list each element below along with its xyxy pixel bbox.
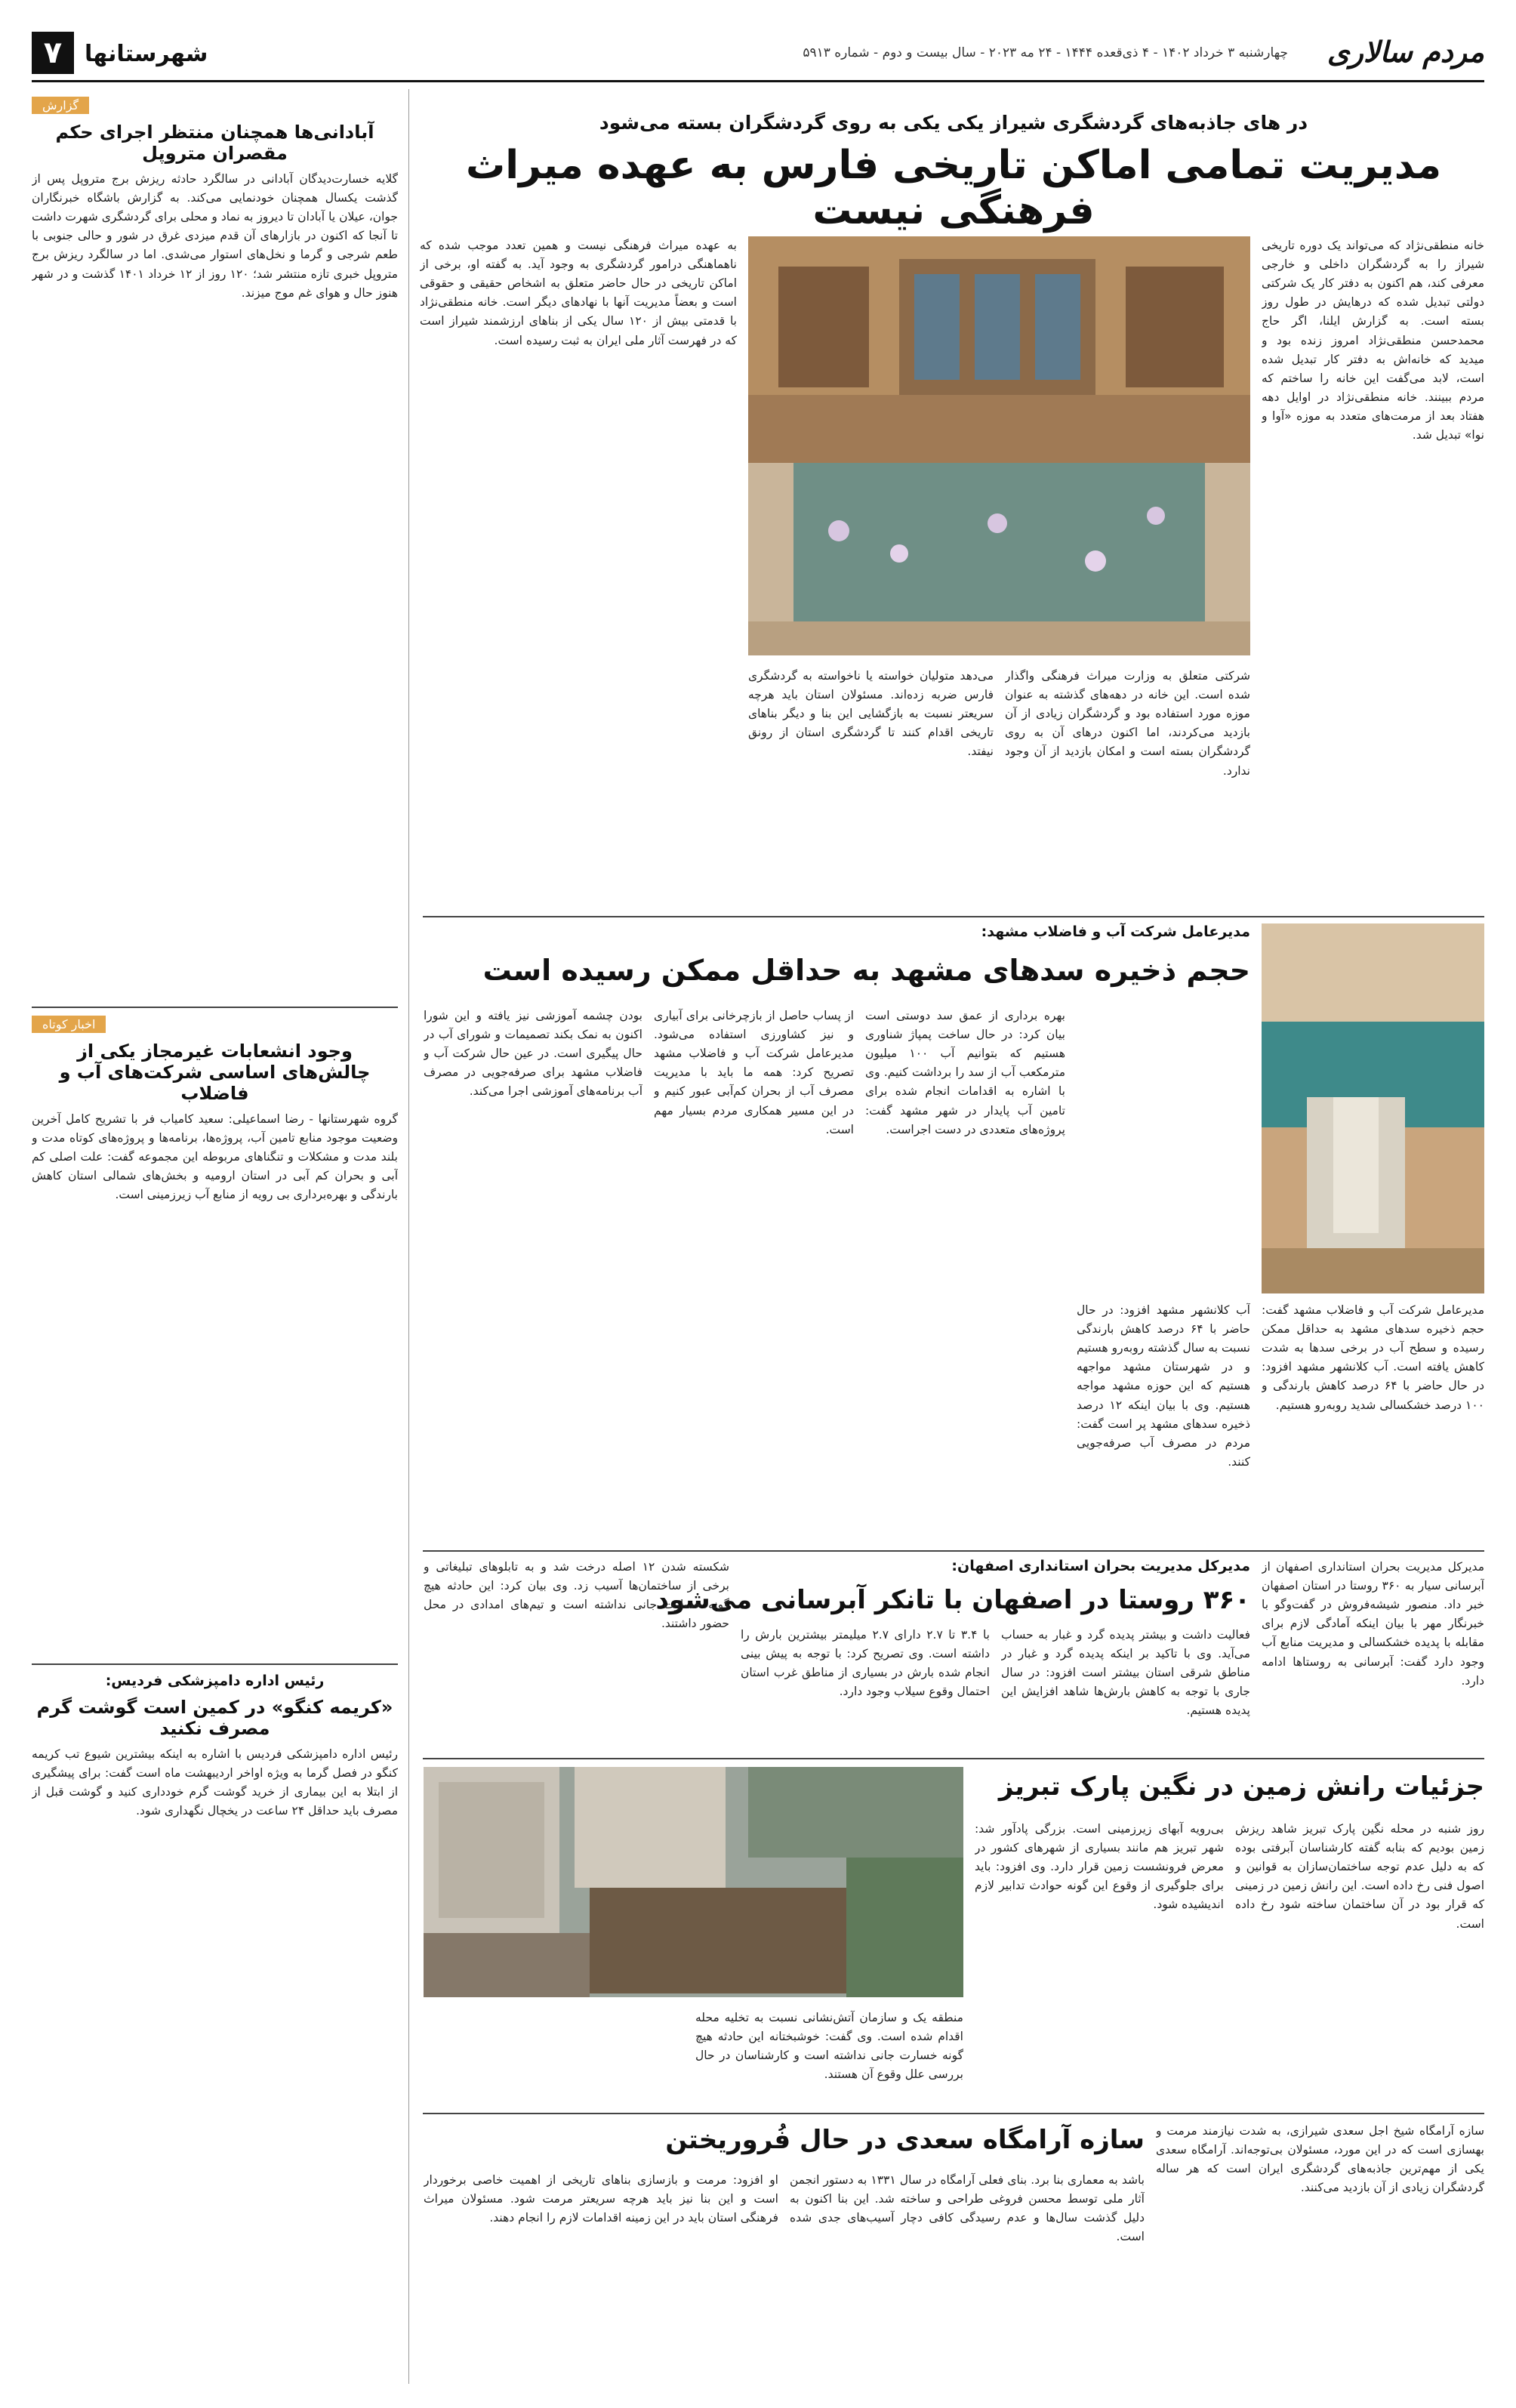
lead-title: مدیریت تمامی اماکن تاریخی فارس به عهده میراث فرهنگی نیست: [465, 143, 1442, 233]
section-divider: [423, 1758, 1484, 1759]
story-body: رئیس اداره دامپزشکی فردیس با اشاره به اینکه بیشترین شیوع تب کریمه کنگو در فصل گرما به ویژه اواخر اردیبهشت ماه است گفت: برای پیشگیری از ابتلا به این بیماری از خرید گوشت گرم خودداری کنید و گوشت قبل از مصرف باید حداقل ۲۴ ساعت در یخچال نگهداری شود.: [32, 1747, 398, 1818]
article-column-1: روز شنبه در محله نگین پارک تبریز شاهد ریزش زمین بودیم که بنابه گفته کارشناسان آبرفتی بوده که به دلیل عدم توجه ساختمان‌سازان به قوانین و اصول فنی رخ داده است. این رانش زمین در زمینی که قرار بود در آن ساختمان ساخته شود رخ داده است.: [1235, 1822, 1484, 1931]
dam-photo: [1262, 923, 1484, 1293]
article-column-3: بهره برداری از عمق سد دوستی است بیان کرد: در حال ساخت پمپاژ شناوری هستیم که بتوانیم آب ۱۰۰ میلیون مترمکعب آب از سد را برداشت کنیم. وی با اشاره به اقدامات انجام شده برای تامین آب پایدار در شهر مشهد گفت: پروژه‌های متعددی در دست اجراست.: [865, 1009, 1065, 1136]
article-column-5: بودن چشمه آموزشی نیز یافته و این شورا اکنون به نمک بکند تصمیمات و شورای آب در حال پیگیری است. در عین حال شرکت آب و فاضلاب مشهد برای صرفه‌جویی در مصرف آب برنامه‌های آموزشی اجرا می‌کند.: [424, 1009, 642, 1099]
article-column-4: شکسته شدن ۱۲ اصله درخت شد و به تابلوهای تبلیغاتی و برخی از ساختمان‌ها آسیب زد. وی بیان کرد: این حادثه هیچ گونه خسارت جانی نداشته است و تیم‌های امدادی در محل حضور داشتند.: [424, 1560, 729, 1631]
article-column-1: مدیرعامل شرکت آب و فاضلاب مشهد گفت: حجم ذخیره سدهای مشهد به حداقل ممکن رسیده و سطح آب در برخی سدها به شدت کاهش یافته است. آب کلانشهر مشهد افزود: در حال حاضر با ۶۴ درصد کاهش بارندگی و ۱۰۰ درصد خشکسالی شدید روبه‌رو هستیم.: [1262, 1303, 1484, 1412]
section-divider: [423, 2113, 1484, 2114]
article-saadi-tomb: [423, 2122, 1484, 2390]
section-divider: [423, 916, 1484, 917]
story-body: گروه شهرستانها - رضا اسماعیلی: سعید کامیاب فر با تشریح کامل آخرین وضعیت موجود منابع تامین آب، پروژه‌ها، برنامه‌ها و پروژه‌های کوتاه مدت و بلند مدت و مشکلات و تنگناهای مربوطه این مجموعه گفت: علت اصلی کم آبی و بحران کم آبی در استان ارومیه و بخش‌های شمالی استان کاهش بارندگی و بهره‌برداری بی رویه از منابع آب زیرزمینی است.: [32, 1112, 398, 1202]
sidebar-story-3: [32, 1663, 398, 2382]
article-tabriz-landslide: [423, 1767, 1484, 2107]
section-name: شهرستانها: [85, 41, 208, 67]
section-divider: [423, 1550, 1484, 1552]
main-content: [420, 89, 1484, 2384]
article-column-1: مدیرکل مدیریت بحران استانداری اصفهان از آبرسانی سیار به ۳۶۰ روستا در استان اصفهان خبر داد. منصور شیشه‌فروش در گفت‌وگو با خبرنگار مهر با بیان اینکه آمادگی لازم برای مقابله با پدیده خشکسالی و مدیریت منابع آب وجود دارد گفت: آبرسانی به روستاها ادامه دارد.: [1262, 1560, 1484, 1688]
article-kicker: مدیرعامل شرکت آب و فاضلاب مشهد:: [981, 923, 1250, 940]
masthead: [32, 32, 1484, 74]
story-title: آبادانی‌ها همچنان منتظر اجرای حکم مقصران متروپل: [55, 122, 374, 164]
dateline: چهارشنبه ۳ خرداد ۱۴۰۲ - ۴ ذی‌قعده ۱۴۴۴ - ۲۴ مه ۲۰۲۳ - سال بیست و دوم - شماره ۵۹۱۳: [803, 45, 1288, 60]
article-mashhad-dams: [423, 923, 1484, 1546]
lead-column-2: به عهده میراث فرهنگی نیست و همین تعدد موجب شده که ناهماهنگی درامور گردشگری به وجود آید. به گفته او، برخی از اماکن تاریخی در حال حاضر متعلق به اشخاص حقیقی و حقوقی است و بعضاً مدیریت آنها با نهادهای دیگر است. خانه منطقی‌نژاد با قدمتی بیش از ۱۲۰ سال یکی از بناهای ارزشمند شیراز است که در فهرست آثار ملی ایران به ثبت رسیده است.: [420, 239, 737, 347]
sidebar: [32, 89, 409, 2384]
article-title: جزئیات رانش زمین در نگین پارک تبریز: [998, 1771, 1484, 1802]
article-isfahan-villages: [423, 1558, 1484, 1754]
category-tag: گزارش: [32, 97, 89, 114]
article-kicker: مدیرکل مدیریت بحران استانداری اصفهان:: [951, 1558, 1250, 1574]
article-column-4: از پساب حاصل از بازچرخانی برای آبیاری و نیز کشاورزی استفاده می‌شود. مدیرعامل شرکت آب و فاضلاب مشهد تصریح کرد: همه ما باید با مدیریت مصرف آب از بحران کم‌آبی عبور کنیم و در این مسیر همکاری مردم بسیار مهم است.: [654, 1009, 854, 1136]
lead-column-4: می‌دهد متولیان خواسته یا ناخواسته به گردشگری فارس ضربه زده‌اند. مسئولان استان باید هرچه سریعتر نسبت به بازگشایی این بنا و دیگر بناهای تاریخی اقدام کنند تا گردشگری استان از رونق نیفتد.: [748, 669, 994, 759]
page-number: ۷: [32, 32, 74, 74]
lead-column-3: شرکتی متعلق به وزارت میراث فرهنگی واگذار شده است. این خانه در دهه‌های گذشته به عنوان موزه مورد استفاده بود و گردشگران زیادی از آن بازدید می‌کردند، اما اکنون درهای آن به روی گردشگران بسته است و امکان بازدید از آن وجود ندارد.: [1005, 669, 1250, 778]
article-column-3: منطقه یک و سازمان آتش‌نشانی نسبت به تخلیه محله اقدام شده است. وی گفت: خوشبختانه این حادثه هیچ گونه خسارت جانی نداشته است و کارشناسان در حال بررسی علل وقوع آن هستند.: [695, 2011, 963, 2082]
article-column-3: او افزود: مرمت و بازسازی بناهای تاریخی از اهمیت خاصی برخوردار است و این بنا نیز باید هرچه سریعتر مرمت شود. مسئولان میراث فرهنگی استان باید در این زمینه اقدامات لازم را انجام دهند.: [424, 2173, 778, 2225]
lead-photo-historic-house: [748, 236, 1250, 655]
article-column-2: آب کلانشهر مشهد افزود: در حال حاضر با ۶۴ درصد کاهش بارندگی نسبت به سال گذشته روبه‌رو هستیم و در شهرستان مشهد مواجهه هستیم که این حوزه مشهد مواجه هستیم. وی با بیان اینکه ۱۲ درصد ذخیره سدهای مشهد پر است گفت: مردم در مصرف آب صرفه‌جویی کنند.: [1077, 1303, 1250, 1469]
lead-column-1: خانه منطقی‌نژاد که می‌تواند یک دوره تاریخی شیراز را به گردشگران داخلی و خارجی معرفی کند، هم اکنون به دفتر کار یک شرکتی دولتی تبدیل شده که درهایش در طول روز بسته است. به گزارش ایلنا، اگر حاج محمدحسن منطقی‌نژاد امروز زنده بود و میدید که خانه‌اش به دفتر کار تبدیل شده است، لابد می‌گفت این خانه را ساختم که مردم ببینند. خانه منطقی‌نژاد در اوایل دهه هفتاد بعد از مرمت‌های متعدد به موزه «آوا و نوا» تبدیل شد.: [1262, 239, 1484, 442]
article-column-1: سازه آرامگاه شیخ اجل سعدی شیرازی، به شدت نیازمند مرمت و بهسازی است که در این مورد، مسئولان بی‌توجه‌اند. آرامگاه سعدی یکی از مهم‌ترین جاذبه‌های گردشگری ایران است که هر ساله گردشگران زیادی از آن بازدید می‌کنند.: [1156, 2124, 1484, 2195]
story-title: وجود انشعابات غیرمجاز یکی از چالش‌های اساسی شرکت‌های آب و فاضلاب: [59, 1041, 371, 1104]
story-title: «کریمه کنگو» در کمین است گوشت گرم مصرف نکنید: [36, 1697, 393, 1739]
story-body: گلایه خسارت‌دیدگان آبادانی در سالگرد حادثه ریزش برج متروپل پس از گذشت یکسال همچنان خودنمایی می‌کند. به گزارش باشگاه خبرنگاران جوان، عیلان یا آبادان تا دیروز به نماد و محلی برای گردشگری شهرت داشت تا آنجا که اکنون در بازارهای آن قدم میزدی غرق در شور و حالی جنوبی با طعم شرجی و گرما و نخل‌های استوار می‌شدی. اما در سالگرد ریزش برج متروپل خبری تازه منتشر شد؛ ۱۲۰ روز از ۱۲ خرداد ۱۴۰۱ گذشت و در شهر هنوز حال و هوای غم موج میزند.: [32, 172, 398, 300]
lead-article: [420, 89, 1484, 912]
landslide-photo: [424, 1767, 963, 1997]
category-tag: اخبار کوتاه: [32, 1016, 106, 1033]
masthead-rule: [32, 80, 1484, 82]
article-column-3: با ۳.۴ تا ۲.۷ دارای ۲.۷ میلیمتر بیشترین بارش را داشته است. وی تصریح کرد: با توجه به پیش بینی انجام شده بارش در بسیاری از مناطق غرب استان احتمال وقوع سیلاب وجود دارد.: [741, 1628, 990, 1699]
sidebar-story-2: [32, 1007, 398, 1657]
newspaper-logo: مردم سالاری: [1326, 35, 1484, 69]
story-kicker: رئیس اداره دامپزشکی فردیس:: [105, 1673, 325, 1689]
lead-kicker: در های جاذبه‌های گردشگری شیراز یکی یکی به روی گردشگران بسته می‌شود: [599, 112, 1308, 134]
article-title: ۳۶۰ روستا در اصفهان با تانکر آبرسانی می‌شود: [655, 1585, 1250, 1615]
article-column-2: بی‌رویه آبهای زیرزمینی است. بزرگی پادآور شد: شهر تبریز هم مانند بسیاری از شهرهای کشور در معرض فرونشست زمین قرار دارد. وی افزود: باید برای جلوگیری از وقوع این گونه حوادث تدابیر لازم اندیشیده شود.: [975, 1822, 1224, 1912]
article-column-2: فعالیت داشت و بیشتر پدیده گرد و غبار به حساب می‌آید. وی با تاکید بر اینکه پدیده گرد و غبار در مناطق شرقی استان بیشتر است افزود: در سال جاری با توجه به کاهش بارش‌ها شاهد افزایش این پدیده هستیم.: [1001, 1628, 1250, 1718]
article-title: سازه آرامگاه سعدی در حال فُروریختن: [665, 2125, 1145, 2155]
article-title: حجم ذخیره سدهای مشهد به حداقل ممکن رسیده است: [482, 954, 1250, 987]
sidebar-story-1: [32, 89, 398, 1003]
article-column-2: باشد به معماری بنا برد. بنای فعلی آرامگاه در سال ۱۳۳۱ به دستور انجمن آثار ملی توسط محسن فروغی طراحی و ساخته شد. این بنا اکنون به دلیل گذشت سال‌ها و عدم رسیدگی کافی دچار آسیب‌های جدی شده است.: [790, 2173, 1145, 2244]
